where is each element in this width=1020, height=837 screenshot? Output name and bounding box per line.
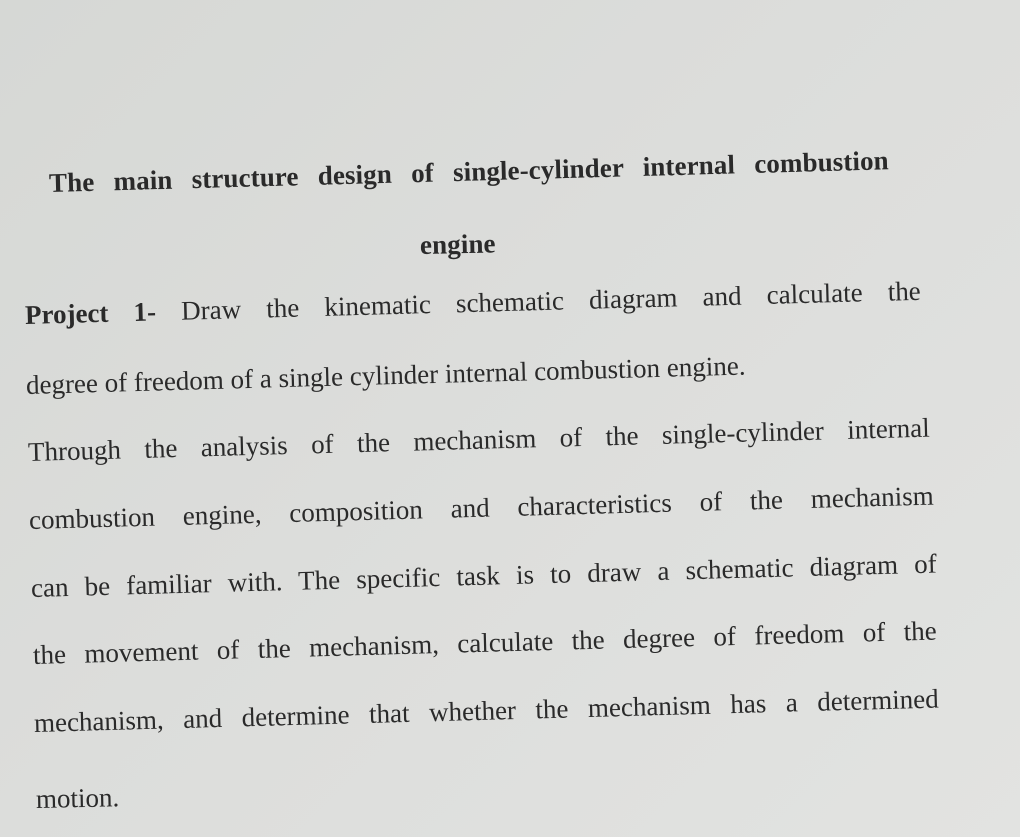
paragraph-line <box>25 276 922 331</box>
paragraph-line: the movement of the mechanism, calculate the degree of freedom of the <box>32 615 938 670</box>
paragraph-line: Through the analysis of the mechanism of the single-cylinder internal <box>27 412 931 467</box>
paragraph-text: Draw the kinematic schematic diagram and calculate the <box>180 275 922 326</box>
paragraph-line: degree of freedom of a single cylinder internal combustion engine. <box>25 350 746 400</box>
document-title: The main structure design of single-cylinder internal combustion <box>48 145 890 198</box>
paragraph-line: can be familiar with. The specific task is to draw a schematic diagram of <box>30 548 938 603</box>
paragraph-line: mechanism, and determine that whether the mechanism has a determined <box>33 683 940 738</box>
project-label: Project 1- <box>24 296 157 330</box>
paragraph-line: motion. <box>35 782 120 814</box>
document-title-continued: engine <box>419 228 496 260</box>
paragraph-line: combustion engine, composition and characteristics of the mechanism <box>28 480 935 535</box>
